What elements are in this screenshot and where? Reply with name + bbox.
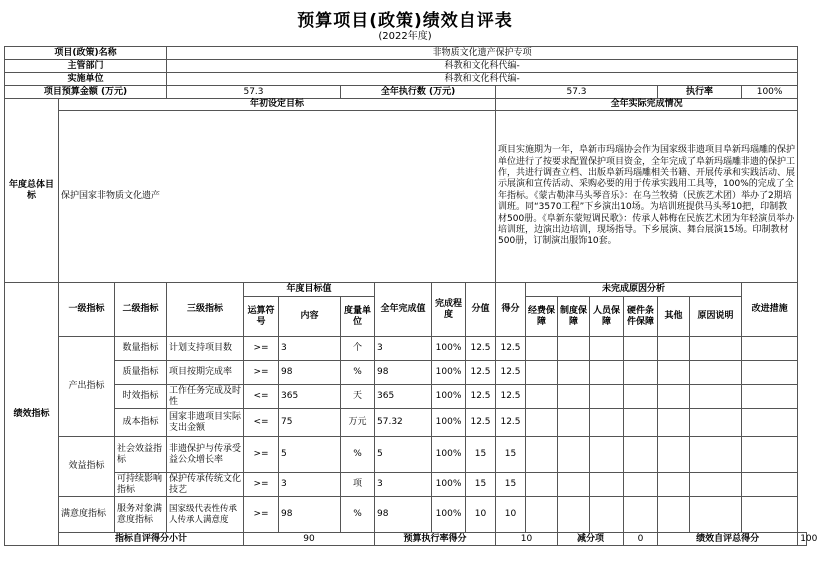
empty-cell — [690, 361, 742, 385]
degree-cell: 100% — [432, 361, 466, 385]
perf-label: 绩效指标 — [5, 283, 59, 546]
empty-cell — [590, 409, 624, 437]
h-reason-group: 未完成原因分析 — [526, 283, 742, 297]
rate-value: 100% — [742, 86, 798, 99]
empty-cell — [690, 437, 742, 473]
actual-cell: 365 — [375, 385, 432, 409]
empty-cell — [742, 385, 798, 409]
h-degree: 完成程度 — [432, 283, 466, 337]
unit-cell: % — [341, 497, 375, 533]
empty-cell — [590, 473, 624, 497]
empty-cell — [690, 337, 742, 361]
h-level1: 一级指标 — [59, 283, 115, 337]
weight-cell: 15 — [466, 473, 496, 497]
project-name-row — [5, 47, 807, 60]
empty-cell — [526, 385, 558, 409]
actual-cell: 5 — [375, 437, 432, 473]
footer-row — [5, 533, 807, 546]
h-econ: 经费保障 — [526, 297, 558, 337]
goals-header-row — [5, 99, 807, 111]
total-value: 100 — [798, 533, 807, 546]
evaluation-table — [4, 46, 817, 546]
empty-cell — [558, 437, 590, 473]
budget-label: 项目预算金额 (万元) — [5, 86, 167, 99]
h-level2: 二级指标 — [115, 283, 167, 337]
form-title: 预算项目(政策)绩效自评表 — [297, 11, 513, 31]
form-year: (2022年度) — [378, 31, 432, 42]
content-cell: 98 — [279, 497, 341, 533]
l2-cell: 可持续影响指标 — [115, 473, 167, 497]
empty-cell — [558, 409, 590, 437]
table-row — [5, 385, 807, 409]
content-cell: 5 — [279, 437, 341, 473]
total-label: 绩效自评总得分 — [658, 533, 798, 546]
score-cell: 12.5 — [496, 409, 526, 437]
l2-cell: 质量指标 — [115, 361, 167, 385]
dept-row — [5, 60, 807, 73]
weight-cell: 12.5 — [466, 361, 496, 385]
unit-cell: 个 — [341, 337, 375, 361]
empty-cell — [658, 337, 690, 361]
empty-cell — [624, 473, 658, 497]
empty-cell — [658, 361, 690, 385]
weight-cell: 12.5 — [466, 337, 496, 361]
op-cell: >= — [244, 361, 279, 385]
budget-score-value: 10 — [496, 533, 558, 546]
empty-cell — [624, 361, 658, 385]
actual-cell: 98 — [375, 497, 432, 533]
empty-cell — [526, 409, 558, 437]
h-actual: 全年完成值 — [375, 283, 432, 337]
empty-cell — [624, 385, 658, 409]
content-cell: 98 — [279, 361, 341, 385]
actual-cell: 57.32 — [375, 409, 432, 437]
degree-cell: 100% — [432, 337, 466, 361]
score-cell: 15 — [496, 473, 526, 497]
budget-score-label: 预算执行率得分 — [375, 533, 496, 546]
empty-cell — [526, 361, 558, 385]
score-cell: 12.5 — [496, 361, 526, 385]
empty-cell — [658, 385, 690, 409]
h-score: 得分 — [496, 283, 526, 337]
op-cell: >= — [244, 473, 279, 497]
empty-cell — [742, 437, 798, 473]
l2-cell: 数量指标 — [115, 337, 167, 361]
empty-cell — [690, 473, 742, 497]
op-cell: >= — [244, 337, 279, 361]
l2-cell: 服务对象满意度指标 — [115, 497, 167, 533]
empty-cell — [526, 337, 558, 361]
empty-cell — [658, 473, 690, 497]
empty-cell — [658, 437, 690, 473]
empty-cell — [624, 497, 658, 533]
l3-cell: 非遗保护与传承受益公众增长率 — [167, 437, 244, 473]
empty-cell — [742, 337, 798, 361]
empty-cell — [624, 437, 658, 473]
l3-cell: 国家非遗项目实际支出金额 — [167, 409, 244, 437]
unit-value: 科教和文化科代编- — [167, 73, 798, 86]
empty-cell — [742, 497, 798, 533]
budget-row — [5, 86, 807, 99]
empty-cell — [658, 409, 690, 437]
degree-cell: 100% — [432, 409, 466, 437]
h-level3: 三级指标 — [167, 283, 244, 337]
score-cell: 12.5 — [496, 337, 526, 361]
empty-cell — [526, 473, 558, 497]
h-hw: 硬件条件保障 — [624, 297, 658, 337]
table-row — [5, 337, 807, 361]
empty-cell — [590, 497, 624, 533]
h-unit: 度量单位 — [341, 297, 375, 337]
empty-cell — [690, 497, 742, 533]
actual-goal-text: 项目实施期为一年，阜新市玛瑙协会作为国家级非遗项目阜新玛瑙雕的保护单位进行了按要求配置保护项目资金，全年完成了阜新玛瑙雕非遗的保护工作，共进行调查立档、出版阜新玛瑙雕相关书籍、开展传承和实践活动、展示展演和宣传活动、采购必要的用于传承实践用工具等，100%的完成了全年指标。《蒙古勒津马头琴音乐》：在乌兰牧骑（民族艺术团）举办了2期培训班。同“3570工程”下乡演出10场。为培训班提供马头琴10把，印制教材500册。《阜新东蒙短调民歌》：传承人韩梅在民族艺术团为年轻演员举办培训班，边演出边培训，现场指导。下乡展演、舞台展演15场。印制教材500册，订制演出服饰10套。 — [496, 111, 798, 283]
unit-cell: % — [341, 361, 375, 385]
op-cell: <= — [244, 409, 279, 437]
unit-cell: 项 — [341, 473, 375, 497]
empty-cell — [624, 409, 658, 437]
table-row — [5, 437, 807, 473]
executed-label: 全年执行数 (万元) — [341, 86, 496, 99]
weight-cell: 15 — [466, 437, 496, 473]
h-improve: 改进措施 — [742, 283, 798, 337]
empty-cell — [558, 473, 590, 497]
l1-benefit: 效益指标 — [59, 437, 115, 497]
op-cell: >= — [244, 497, 279, 533]
empty-cell — [526, 437, 558, 473]
l1-satisfaction: 满意度指标 — [59, 497, 115, 533]
l3-cell: 保护传承传统文化技艺 — [167, 473, 244, 497]
actual-goal-header: 全年实际完成情况 — [496, 99, 798, 111]
empty-cell — [558, 361, 590, 385]
empty-cell — [590, 361, 624, 385]
annual-goal-label: 年度总体目标 — [5, 99, 59, 283]
l2-cell: 时效指标 — [115, 385, 167, 409]
empty-cell — [590, 437, 624, 473]
content-cell: 365 — [279, 385, 341, 409]
h-staff: 人员保障 — [590, 297, 624, 337]
unit-cell: % — [341, 437, 375, 473]
empty-cell — [690, 385, 742, 409]
executed-value: 57.3 — [496, 86, 658, 99]
op-cell: >= — [244, 437, 279, 473]
score-cell: 10 — [496, 497, 526, 533]
empty-cell — [690, 409, 742, 437]
unit-label: 实施单位 — [5, 73, 167, 86]
op-cell: <= — [244, 385, 279, 409]
table-row — [5, 473, 807, 497]
empty-cell — [742, 409, 798, 437]
empty-cell — [742, 473, 798, 497]
h-target-group: 年度目标值 — [244, 283, 375, 297]
project-name-label: 项目(政策)名称 — [5, 47, 167, 60]
empty-cell — [526, 497, 558, 533]
h-sys: 制度保障 — [558, 297, 590, 337]
actual-cell: 3 — [375, 337, 432, 361]
degree-cell: 100% — [432, 437, 466, 473]
table-row — [5, 409, 807, 437]
actual-cell: 3 — [375, 473, 432, 497]
l2-cell: 社会效益指标 — [115, 437, 167, 473]
empty-cell — [624, 337, 658, 361]
degree-cell: 100% — [432, 497, 466, 533]
budget-value: 57.3 — [167, 86, 341, 99]
initial-goal-header: 年初设定目标 — [59, 99, 496, 111]
h-weight: 分值 — [466, 283, 496, 337]
h-content: 内容 — [279, 297, 341, 337]
score-cell: 12.5 — [496, 385, 526, 409]
l2-cell: 成本指标 — [115, 409, 167, 437]
degree-cell: 100% — [432, 385, 466, 409]
empty-cell — [590, 385, 624, 409]
rate-label: 执行率 — [658, 86, 742, 99]
unit-cell: 万元 — [341, 409, 375, 437]
unit-row — [5, 73, 807, 86]
weight-cell: 12.5 — [466, 385, 496, 409]
goals-body-row — [5, 111, 807, 283]
project-name-value: 非物质文化遗产保护专项 — [167, 47, 798, 60]
deduct-value: 0 — [624, 533, 658, 546]
initial-goal-text: 保护国家非物质文化遗产 — [59, 111, 496, 283]
perf-header-row-1 — [5, 283, 807, 297]
table-row — [5, 361, 807, 385]
l3-cell: 工作任务完成及时性 — [167, 385, 244, 409]
weight-cell: 12.5 — [466, 409, 496, 437]
l3-cell: 国家级代表性传承人传承人满意度 — [167, 497, 244, 533]
empty-cell — [742, 361, 798, 385]
empty-cell — [590, 337, 624, 361]
subtotal-label: 指标自评得分小计 — [59, 533, 244, 546]
degree-cell: 100% — [432, 473, 466, 497]
dept-label: 主管部门 — [5, 60, 167, 73]
empty-cell — [558, 337, 590, 361]
l3-cell: 计划支持项目数 — [167, 337, 244, 361]
l3-cell: 项目按期完成率 — [167, 361, 244, 385]
deduct-label: 减分项 — [558, 533, 624, 546]
subtotal-value: 90 — [244, 533, 375, 546]
empty-cell — [658, 497, 690, 533]
dept-value: 科教和文化科代编- — [167, 60, 798, 73]
unit-cell: 天 — [341, 385, 375, 409]
score-cell: 15 — [496, 437, 526, 473]
content-cell: 3 — [279, 337, 341, 361]
h-explain: 原因说明 — [690, 297, 742, 337]
content-cell: 3 — [279, 473, 341, 497]
table-row — [5, 497, 807, 533]
empty-cell — [558, 385, 590, 409]
h-other: 其他 — [658, 297, 690, 337]
h-op: 运算符号 — [244, 297, 279, 337]
content-cell: 75 — [279, 409, 341, 437]
empty-cell — [558, 497, 590, 533]
l1-output: 产出指标 — [59, 337, 115, 437]
weight-cell: 10 — [466, 497, 496, 533]
actual-cell: 98 — [375, 361, 432, 385]
